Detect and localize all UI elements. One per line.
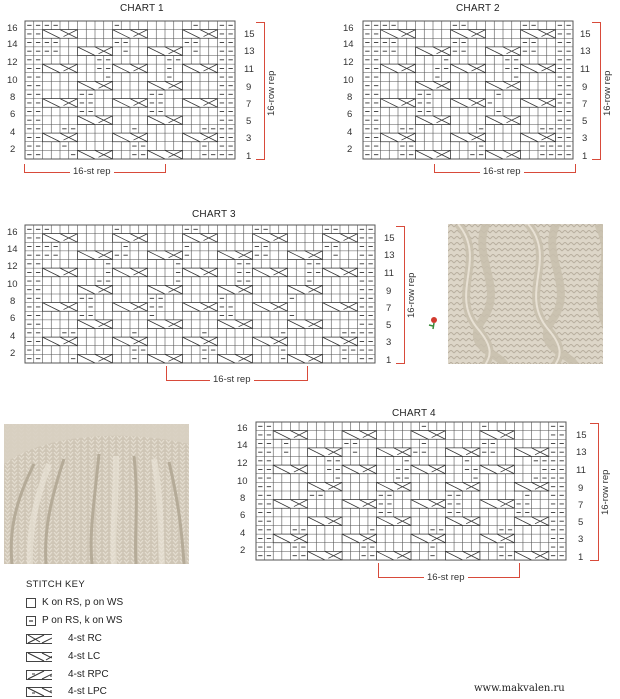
row-number: 11 (384, 268, 394, 279)
row-number: 14 (343, 39, 354, 50)
key-item-rpc (26, 669, 109, 680)
chart-1-st-rep-label: 16-st rep (70, 166, 114, 177)
key-item-lc (26, 651, 100, 662)
row-number: 3 (386, 337, 392, 348)
chart-1-row-bracket (256, 22, 265, 160)
row-number: 5 (582, 116, 588, 127)
knit-swatch-image (448, 224, 603, 364)
row-number: 6 (10, 109, 16, 120)
row-number: 13 (384, 250, 395, 261)
chart-3-grid (24, 224, 376, 364)
row-number: 12 (237, 458, 248, 469)
chart-1-title: CHART 1 (120, 3, 164, 14)
row-number: 5 (578, 517, 584, 528)
row-number: 4 (10, 127, 16, 138)
row-number: 12 (7, 57, 18, 68)
chart-3-row-bracket (396, 226, 405, 364)
chart-3-title: CHART 3 (192, 209, 236, 220)
row-number: 13 (244, 46, 255, 57)
key-label: P on RS, k on WS (42, 615, 123, 626)
row-number: 15 (244, 29, 255, 40)
row-number: 10 (343, 75, 354, 86)
row-number: 2 (240, 545, 246, 556)
left-cross-icon (26, 652, 52, 662)
chart-3-row-rep-label: 16-row rep (406, 272, 417, 318)
key-item-lpc (26, 686, 107, 697)
chart-1-grid (24, 20, 236, 160)
row-number: 8 (10, 296, 16, 307)
row-number: 3 (582, 133, 588, 144)
row-number: 12 (7, 261, 18, 272)
chart-4-row-rep-label: 16-row rep (600, 469, 611, 515)
row-number: 5 (246, 116, 252, 127)
row-number: 11 (576, 465, 586, 476)
row-number: 16 (7, 23, 18, 34)
key-label: 4-st RPC (68, 669, 109, 680)
left-purl-cross-icon (26, 687, 52, 697)
chart-2-row-rep-label: 16-row rep (602, 70, 613, 116)
right-cross-icon (26, 634, 52, 644)
row-number: 8 (240, 493, 246, 504)
chart-3-st-rep-label: 16-st rep (210, 374, 254, 385)
row-number: 5 (386, 320, 392, 331)
key-label: 4-st LPC (68, 686, 107, 697)
chart-2-title: CHART 2 (456, 3, 500, 14)
row-number: 4 (240, 528, 246, 539)
row-number: 15 (384, 233, 395, 244)
chart-4-title: CHART 4 (392, 408, 436, 419)
row-number: 11 (580, 64, 590, 75)
row-number: 1 (578, 552, 584, 563)
row-number: 7 (578, 500, 584, 511)
chart-4-grid (255, 421, 567, 561)
chart-2-st-rep-label: 16-st rep (480, 166, 524, 177)
row-number: 16 (7, 227, 18, 238)
row-number: 8 (347, 92, 353, 103)
row-number: 1 (582, 151, 588, 162)
row-number: 2 (347, 144, 353, 155)
row-number: 9 (246, 82, 252, 93)
row-number: 8 (10, 92, 16, 103)
row-number: 14 (237, 440, 248, 451)
chart-2-row-bracket (592, 22, 601, 160)
row-number: 4 (10, 331, 16, 342)
row-number: 3 (578, 534, 584, 545)
row-number: 13 (580, 46, 591, 57)
row-number: 10 (237, 476, 248, 487)
row-number: 7 (386, 303, 392, 314)
row-number: 7 (582, 99, 588, 110)
key-label: 4-st LC (68, 651, 101, 662)
row-number: 6 (240, 510, 246, 521)
row-number: 1 (246, 151, 252, 162)
row-number: 3 (246, 133, 252, 144)
row-number: 13 (576, 447, 587, 458)
chart-4-row-bracket (590, 423, 599, 561)
chart-2-grid (362, 20, 574, 160)
row-number: 9 (582, 82, 588, 93)
chart-4-st-rep-label: 16-st rep (424, 572, 468, 583)
row-number: 2 (10, 144, 16, 155)
row-number: 10 (7, 279, 18, 290)
flower-ornament-icon (428, 316, 440, 335)
row-number: 15 (576, 430, 587, 441)
stitch-key-title: STITCH KEY (26, 579, 85, 590)
row-number: 11 (244, 64, 254, 75)
row-number: 16 (237, 423, 248, 434)
knit-sleeve-photo (4, 424, 189, 564)
watermark: www.makvalen.ru (474, 683, 565, 694)
key-item-purl (26, 615, 122, 626)
key-label: 4-st RC (68, 633, 102, 644)
row-number: 10 (7, 75, 18, 86)
right-purl-cross-icon (26, 670, 52, 680)
row-number: 9 (386, 286, 392, 297)
row-number: 6 (347, 109, 353, 120)
row-number: 14 (7, 39, 18, 50)
row-number: 6 (10, 313, 16, 324)
row-number: 7 (246, 99, 252, 110)
row-number: 4 (347, 127, 353, 138)
knit-swatch-photo (448, 224, 603, 364)
chart-1-row-rep-label: 16-row rep (266, 70, 277, 116)
row-number: 15 (580, 29, 591, 40)
key-label: K on RS, p on WS (42, 597, 124, 608)
row-number: 16 (343, 23, 354, 34)
knit-sleeve-image (4, 424, 189, 564)
row-number: 9 (578, 483, 584, 494)
row-number: 2 (10, 348, 16, 359)
row-number: 12 (343, 57, 354, 68)
key-item-knit (26, 597, 123, 608)
row-number: 14 (7, 244, 18, 255)
key-item-rc (26, 633, 102, 644)
row-number: 1 (386, 355, 392, 366)
